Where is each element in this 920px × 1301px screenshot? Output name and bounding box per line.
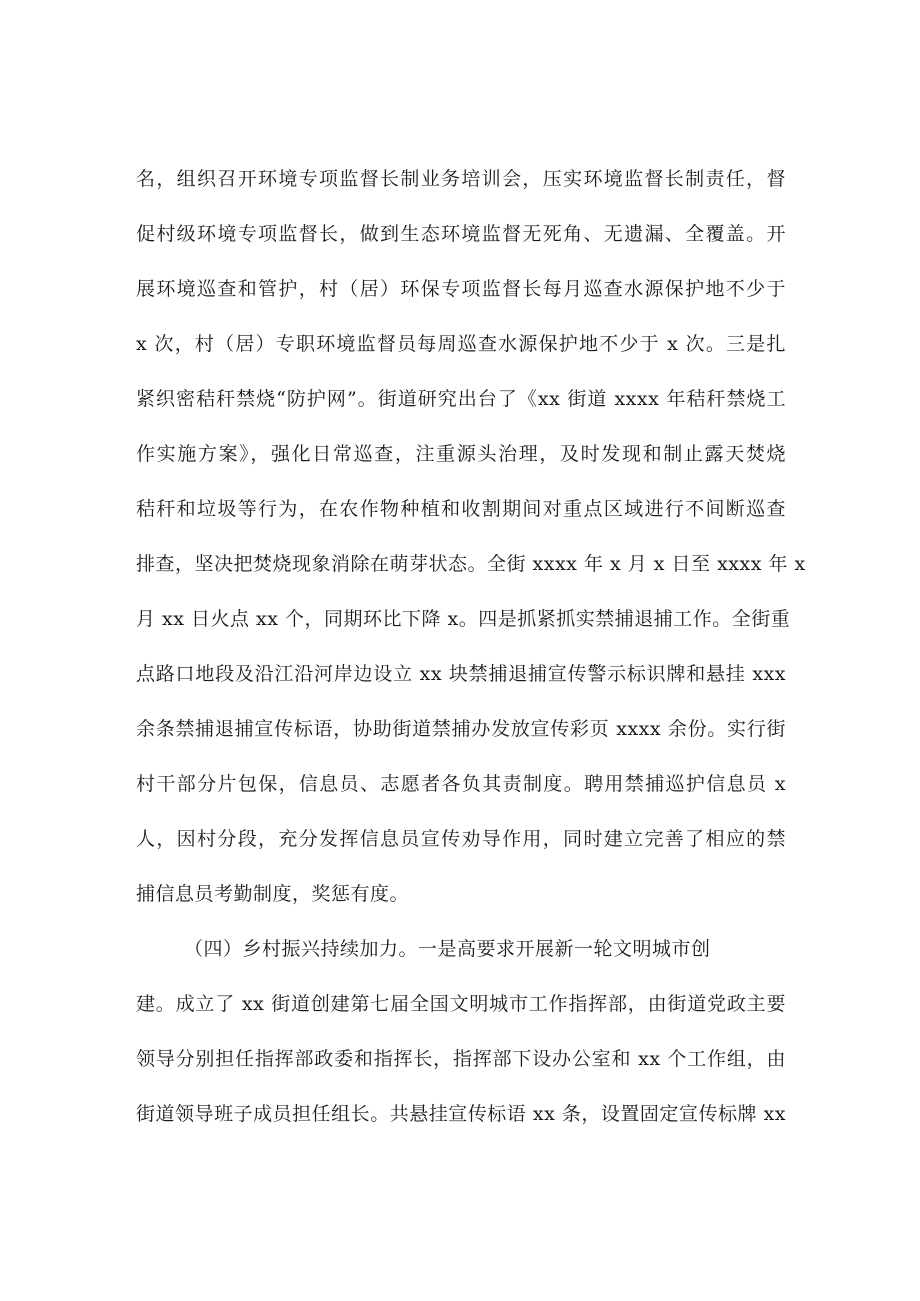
text-line: 捕信息员考勤制度，奖惩有度。: [136, 883, 410, 905]
text-line: 排查，坚决把焚烧现象消除在萌芽状态。全街 xxxx 年 x 月 x 日至 xxxx 年 x: [136, 553, 806, 575]
section-heading-line: （四）乡村振兴持续加力。一是高要求开展新一轮文明城市创: [184, 938, 711, 960]
text-line: 促村级环境专项监督长，做到生态环境监督无死角、无遗漏、全覆盖。开: [136, 223, 786, 245]
text-line: 展环境巡查和管护，村（居）环保专项监督长每月巡查水源保护地不少于: [136, 278, 786, 300]
text-line: 街道领导班子成员担任组长。共悬挂宣传标语 xx 条，设置固定宣传标牌 xx: [136, 1103, 786, 1125]
text-line: 建。成立了 xx 街道创建第七届全国文明城市工作指挥部，由街道党政主要: [136, 993, 786, 1015]
text-line: 秸秆和垃圾等行为，在农作物种植和收割期间对重点区域进行不间断巡查: [136, 498, 786, 520]
text-line: 月 xx 日火点 xx 个，同期环比下降 x。四是抓紧抓实禁捕退捕工作。全街重: [136, 608, 791, 630]
text-line: 紧织密秸秆禁烧“防护网”。街道研究出台了《xx 街道 xxxx 年秸秆禁烧工: [136, 388, 786, 410]
text-line: 村干部分片包保，信息员、志愿者各负其责制度。聘用禁捕巡护信息员 x: [136, 773, 786, 795]
text-line: 领导分别担任指挥部政委和指挥长，指挥部下设办公室和 xx 个工作组，由: [136, 1048, 786, 1070]
text-line: 点路口地段及沿江沿河岸边设立 xx 块禁捕退捕宣传警示标识牌和悬挂 xxx: [136, 663, 786, 685]
text-line: x 次，村（居）专职环境监督员每周巡查水源保护地不少于 x 次。三是扎: [136, 333, 786, 355]
text-line: 余条禁捕退捕宣传标语，协助街道禁捕办发放宣传彩页 xxxx 余份。实行街: [136, 718, 786, 740]
text-line: 名，组织召开环境专项监督长制业务培训会，压实环境监督长制责任，督: [136, 168, 786, 190]
text-line: 作实施方案》，强化日常巡查，注重源头治理，及时发现和制止露天焚烧: [136, 443, 786, 465]
text-line: 人，因村分段，充分发挥信息员宣传劝导作用，同时建立完善了相应的禁: [136, 828, 786, 850]
